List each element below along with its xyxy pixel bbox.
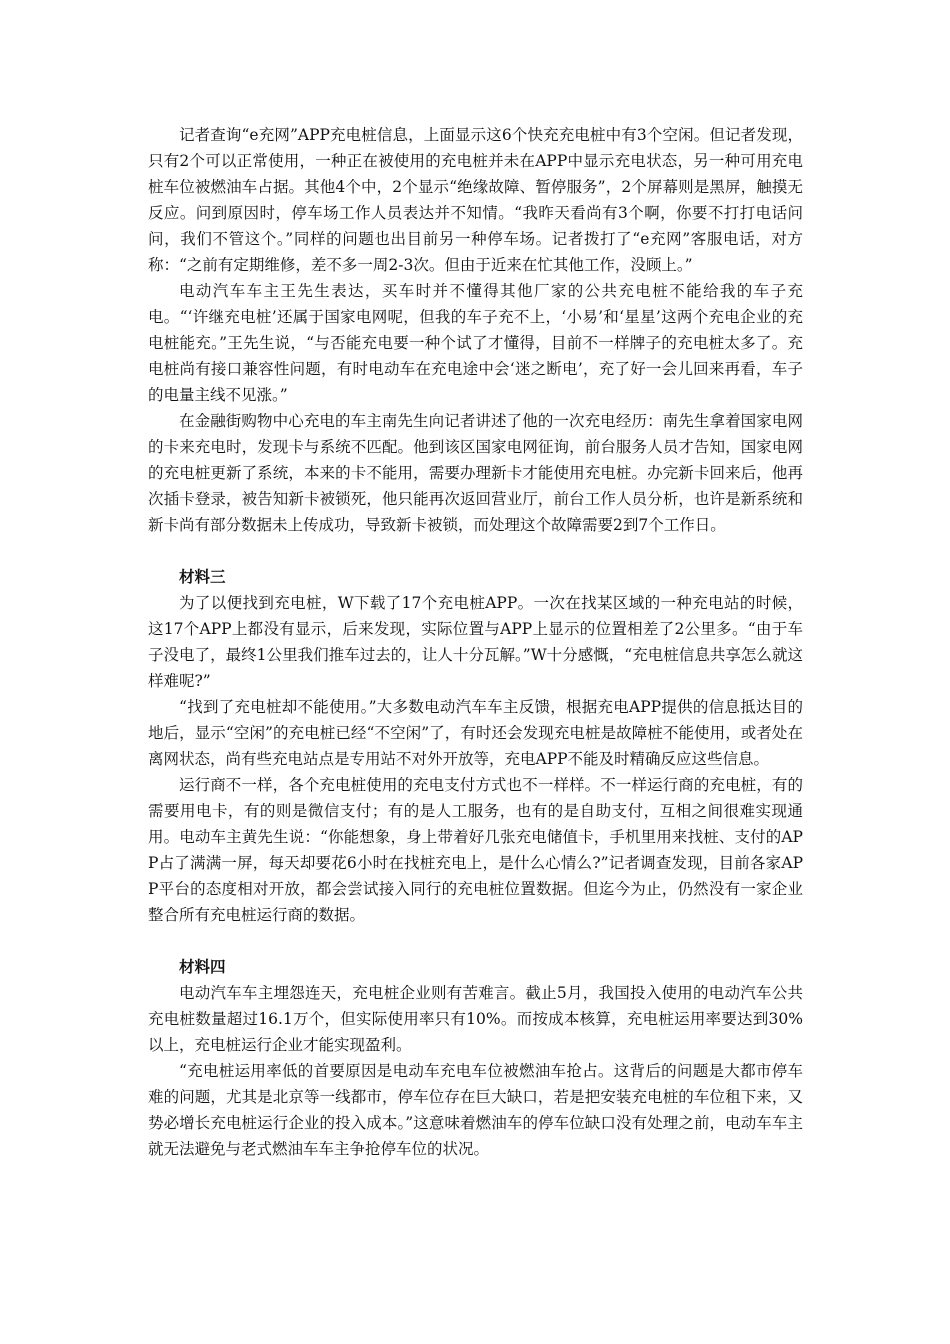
- paragraph-mr-nan-experience: 在金融街购物中心充电的车主南先生向记者讲述了他的一次充电经历：南先生拿着国家电网的卡来充电时，发现卡与系统不匹配。他到该区国家电网征询，前台服务人员才告知，国家电网的充电桩更新了系统，本来的卡不能用，需要办理新卡才能使用充电桩。办完新卡回来后，他再次插卡登录，被告知新卡被锁死，他只能再次返回营业厅，前台工作人员分析，也许是新系统和新卡尚有部分数据未上传成功，导致新卡被锁，而处理这个故障需要2到7个工作日。: [148, 412, 803, 534]
- section-heading-material-3: 材料三: [179, 568, 226, 586]
- section-heading-material-4: 材料四: [179, 958, 226, 976]
- paragraph-mr-wang-complaint: 电动汽车车主王先生表达，买车时并不懂得其他厂家的公共充电桩不能给我的车子充电。“‘许继充电桩’还属于国家电网呢，但我的车子充不上，‘小易’和‘星星’这两个充电企业的充电桩能充。”王先生说，“与否能充电要一种个试了才懂得，目前不一样牌子的充电桩太多了。充电桩尚有接口兼容性问题，有时电动车在充电途中会‘迷之断电’，充了好一会儿回来再看，车子的电量主线不见涨。”: [148, 282, 803, 404]
- section-spacer: [148, 928, 803, 954]
- section-spacer: [148, 538, 803, 564]
- paragraph-found-but-unusable: “找到了充电桩却不能使用。”大多数电动汽车车主反馈，根据充电APP提供的信息抵达目的地后，显示“空闲”的充电桩已经“不空闲”了，有时还会发现充电桩是故障桩不能使用，或者处在离网状态，尚有些充电站点是专用站不对外开放等，充电APP不能及时精确反应这些信息。: [148, 698, 803, 768]
- document-page: [148, 122, 803, 1162]
- paragraph-e-charge-app-check: 记者查询“e充网”APP充电桩信息，上面显示这6个快充充电桩中有3个空闲。但记者发现，只有2个可以正常使用，一种正在被使用的充电桩并未在APP中显示充电状态，另一种可用充电桩车位被燃油车占据。其他4个中，2个显示“绝缘故障、暂停服务”，2个屏幕则是黑屏，触摸无反应。问到原因时，停车场工作人员表达并不知情。“我昨天看尚有3个啊，你要不打打电话问问，我们不管这个。”同样的问题也出目前另一种停车场。记者拨打了“e充网”客服电话，对方称：“之前有定期维修，差不多一周2-3次。但由于近来在忙其他工作，没顾上。”: [148, 126, 803, 274]
- paragraph-payment-methods: 运行商不一样，各个充电桩使用的充电支付方式也不一样样。不一样运行商的充电桩，有的需要用电卡，有的则是微信支付；有的是人工服务，也有的是自助支付，互相之间很难实现通用。电动车主黄先生说：“你能想象，身上带着好几张充电储值卡，手机里用来找桩、支付的APP占了满满一屏，每天却要花6小时在找桩充电上，是什么心情么?”记者调查发现，目前各家APP平台的态度相对开放，都会尝试接入同行的充电桩位置数据。但迄今为止，仍然没有一家企业整合所有充电桩运行商的数据。: [148, 776, 803, 924]
- paragraph-w-downloaded-apps: 为了以便找到充电桩，W下载了17个充电桩APP。一次在找某区域的一种充电站的时候，这17个APP上都没有显示，后来发现，实际位置与APP上显示的位置相差了2公里多。“由于车子没电了，最终1公里我们推车过去的，让人十分瓦解。”W十分感慨，“充电桩信息共享怎么就这样难呢?”: [148, 594, 803, 690]
- paragraph-utilization-rate: 电动汽车车主埋怨连天，充电桩企业则有苦难言。截止5月，我国投入使用的电动汽车公共充电桩数量超过16.1万个，但实际使用率只有10%。而按成本核算，充电桩运用率要达到30%以上，充电桩运行企业才能实现盈利。: [148, 984, 803, 1054]
- paragraph-parking-occupied: “充电桩运用率低的首要原因是电动车充电车位被燃油车抢占。这背后的问题是大都市停车难的问题，尤其是北京等一线都市，停车位存在巨大缺口，若是把安装充电桩的车位租下来，又势必增长充电桩运行企业的投入成本。”这意味着燃油车的停车位缺口没有处理之前，电动车车主就无法避免与老式燃油车车主争抢停车位的状况。: [148, 1062, 803, 1158]
